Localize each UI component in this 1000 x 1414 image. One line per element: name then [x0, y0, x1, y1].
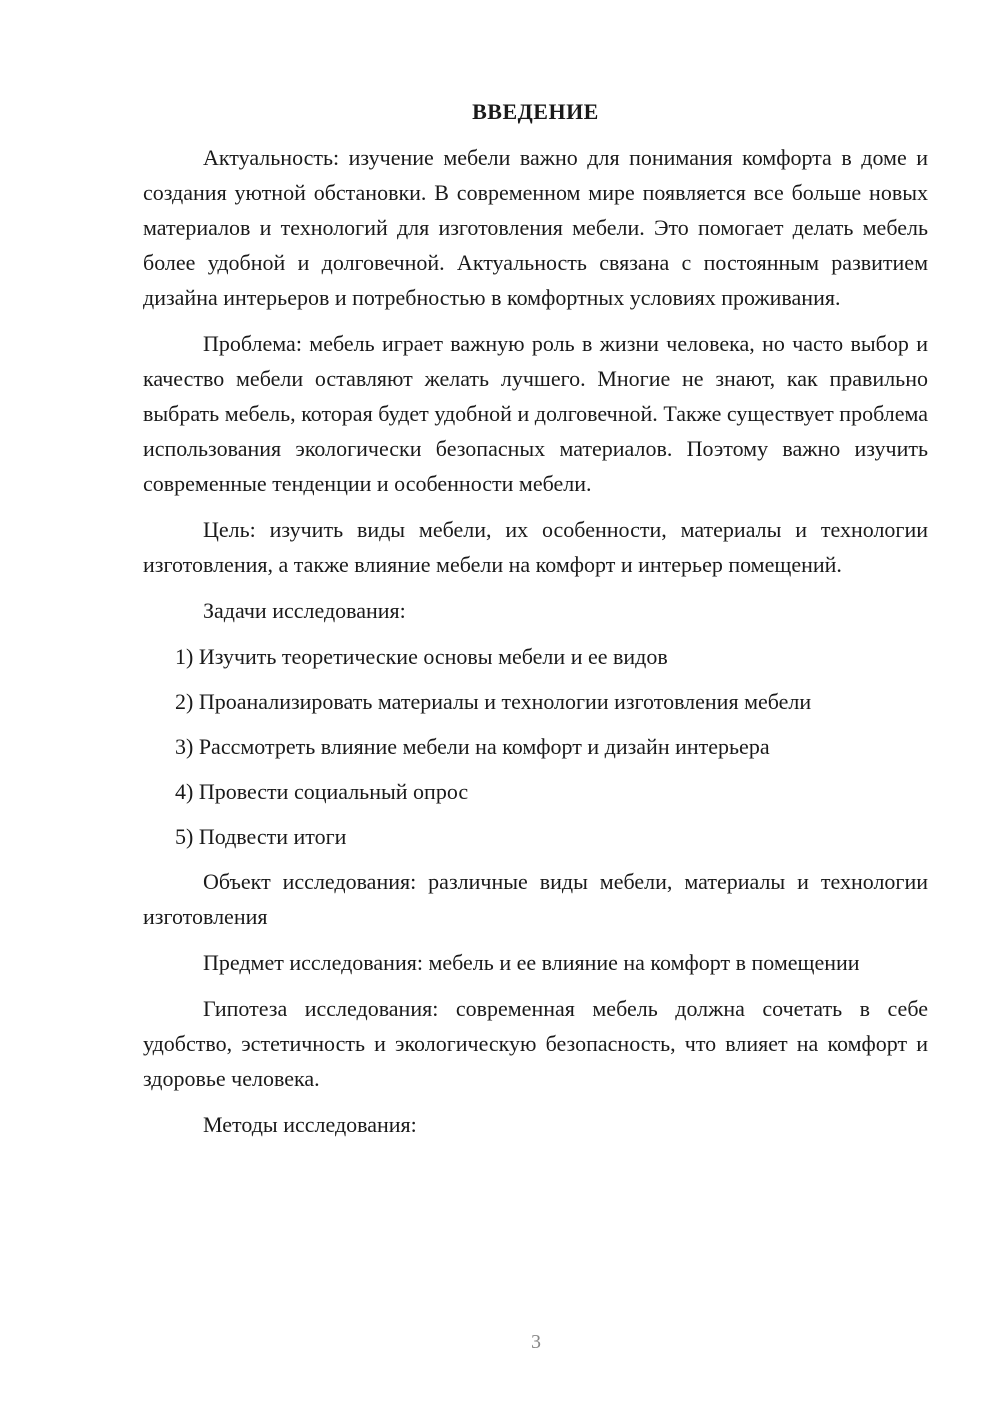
paragraph-problem: Проблема: мебель играет важную роль в жизни человека, но часто выбор и качество мебели оставляют желать лучшего. Многие не знают, как правильно выбрать мебель, которая будет удобной и долговечной. Также существует проблема использования экологически безопасных материалов. Поэтому важно изучить современные тенденции и особенности мебели.	[143, 331, 928, 496]
list-item: 1) Изучить теоретические основы мебели и ее видов	[175, 644, 668, 669]
list-item: 3) Рассмотреть влияние мебели на комфорт и дизайн интерьера	[175, 734, 770, 759]
section-title: ВВЕДЕНИЕ	[472, 99, 599, 124]
list-item: 4) Провести социальный опрос	[175, 779, 469, 804]
paragraph-hypothesis: Гипотеза исследования: современная мебель должна сочетать в себе удобство, эстетичность и экологическую безопасность, что влияет на комфорт и здоровье человека.	[143, 996, 928, 1091]
paragraph-object: Объект исследования: различные виды мебели, материалы и технологии изготовления	[143, 869, 928, 929]
paragraph-methods-heading: Методы исследования:	[203, 1112, 417, 1137]
page-content	[143, 94, 928, 1142]
tasks-list	[143, 639, 928, 854]
page-number: 3	[531, 1331, 541, 1353]
paragraph-subject: Предмет исследования: мебель и ее влияние на комфорт в помещении	[203, 950, 860, 975]
paragraph-goal: Цель: изучить виды мебели, их особенности, материалы и технологии изготовления, а также влияние мебели на комфорт и интерьер помещений.	[143, 517, 928, 577]
list-item: 2) Проанализировать материалы и технологии изготовления мебели	[175, 689, 812, 714]
tasks-heading: Задачи исследования:	[203, 598, 406, 623]
list-item: 5) Подвести итоги	[175, 824, 347, 849]
paragraph-relevance: Актуальность: изучение мебели важно для понимания комфорта в доме и создания уютной обстановки. В современном мире появляется все больше новых материалов и технологий для изготовления мебели. Это помогает делать мебель более удобной и долговечной. Актуальность связана с постоянным развитием дизайна интерьеров и потребностью в комфортных условиях проживания.	[143, 145, 928, 310]
